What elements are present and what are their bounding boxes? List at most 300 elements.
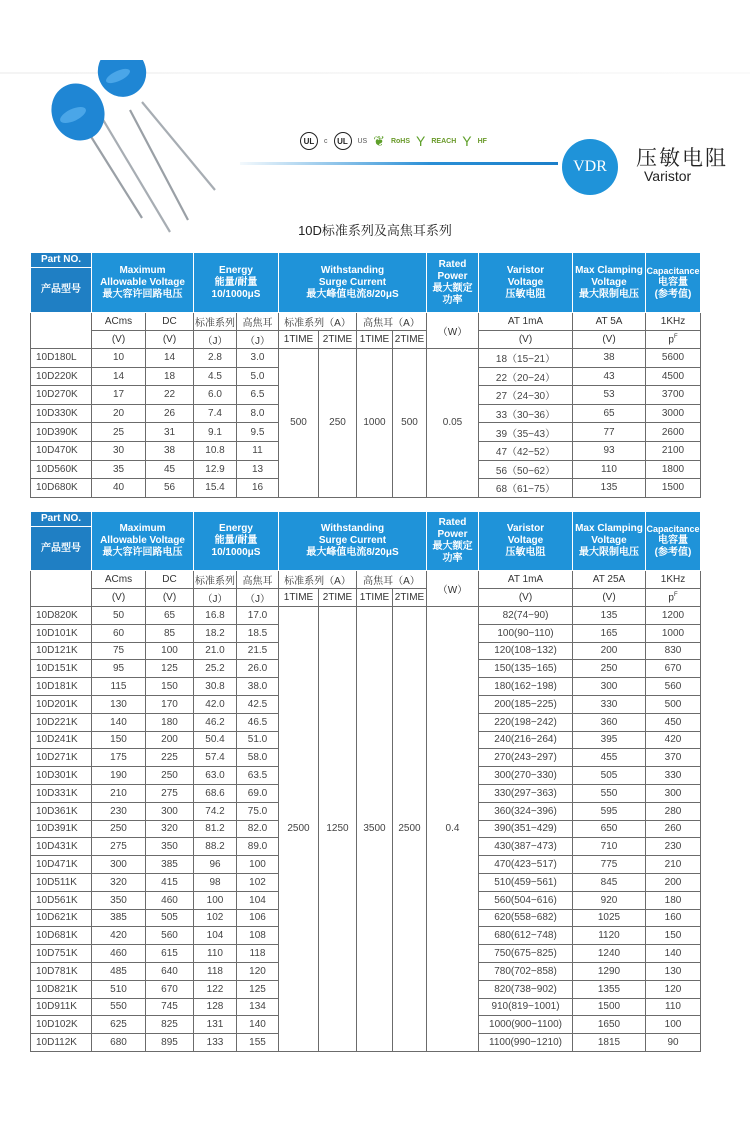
energy-std-cell: 122 [194,980,237,998]
clamping-voltage-cell: 200 [573,642,646,660]
energy-std-cell: 7.4 [194,404,237,423]
clamp-at-label: AT 5A [573,313,646,331]
part-number-cell: 10D151K [31,660,92,678]
part-number-cell: 10D221K [31,713,92,731]
ul-logo: UL [300,132,318,150]
capacitance-cell: 2600 [646,423,701,442]
dc-voltage-cell: 745 [146,998,194,1016]
pf-unit: $p^F$ [646,589,701,607]
clamping-voltage-cell: 43 [573,367,646,386]
part-no-cn-header: 产品型号 [31,527,92,571]
clamping-voltage-cell: 93 [573,441,646,460]
clamping-voltage-cell: 395 [573,731,646,749]
varistor-voltage-cell: 780(702−858) [479,962,573,980]
part-number-cell: 10D680K [31,479,92,498]
ac-voltage-cell: 680 [92,1034,146,1052]
varistor-product-image [30,60,230,240]
dc-voltage-cell: 38 [146,441,194,460]
ac-voltage-cell: 190 [92,767,146,785]
dc-voltage-cell: 300 [146,802,194,820]
capacitance-cell: 260 [646,820,701,838]
ac-voltage-cell: 510 [92,980,146,998]
energy-high-joule-cell: 89.0 [237,838,279,856]
energy-high-joule-cell: 46.5 [237,713,279,731]
capacitance-header: Capacitance 电容量 (参考值) [646,253,701,313]
surge-hj-1time-cell: 1000 [357,349,393,498]
energy-std-cell: 2.8 [194,349,237,368]
capacitance-cell: 3000 [646,404,701,423]
dc-voltage-cell: 225 [146,749,194,767]
std-series-label: 标准系列 [194,571,237,589]
energy-header: Energy 能量/耐量 10/1000μS [194,253,279,313]
max-voltage-header: Maximum Allowable Voltage 最大容许回路电压 [92,512,194,571]
energy-high-joule-cell: 16 [237,479,279,498]
dc-voltage-cell: 56 [146,479,194,498]
energy-std-cell: 100 [194,891,237,909]
clamping-voltage-cell: 110 [573,460,646,479]
energy-high-joule-cell: 102 [237,873,279,891]
capacitance-cell: 110 [646,998,701,1016]
clamping-voltage-cell: 920 [573,891,646,909]
energy-std-cell: 102 [194,909,237,927]
part-number-cell: 10D820K [31,607,92,625]
dc-voltage-cell: 125 [146,660,194,678]
energy-std-cell: 10.8 [194,441,237,460]
capacitance-cell: 560 [646,678,701,696]
energy-std-cell: 57.4 [194,749,237,767]
clamping-voltage-cell: 360 [573,713,646,731]
dc-voltage-cell: 45 [146,460,194,479]
energy-high-joule-cell: 6.5 [237,386,279,405]
energy-high-joule-cell: 8.0 [237,404,279,423]
two-time-label: 2TIME [319,331,357,349]
one-time-label: 1TIME [357,331,393,349]
part-number-cell: 10D361K [31,802,92,820]
energy-std-cell: 74.2 [194,802,237,820]
dc-voltage-cell: 895 [146,1034,194,1052]
clamping-voltage-cell: 650 [573,820,646,838]
high-joule-a-label: 高焦耳（A） [357,571,427,589]
energy-std-cell: 30.8 [194,678,237,696]
spec-table-standard [30,252,701,498]
clamp-at-label: AT 25A [573,571,646,589]
clamping-voltage-cell: 1650 [573,1016,646,1034]
part-no-header: Part NO. [31,512,92,527]
max-voltage-header: Maximum Allowable Voltage 最大容许回路电压 [92,253,194,313]
series-title: 10D标准系列及高焦耳系列 [298,223,452,238]
ac-voltage-cell: 550 [92,998,146,1016]
ac-voltage-cell: 300 [92,856,146,874]
dc-voltage-cell: 415 [146,873,194,891]
v-unit: (V) [92,331,146,349]
energy-high-joule-cell: 106 [237,909,279,927]
ac-voltage-cell: 350 [92,891,146,909]
part-number-cell: 10D101K [31,624,92,642]
part-number-cell: 10D751K [31,945,92,963]
clamping-voltage-cell: 1290 [573,962,646,980]
part-number-cell: 10D390K [31,423,92,442]
energy-std-cell: 21.0 [194,642,237,660]
varistor-voltage-header: Varistor Voltage 压敏电阻 [479,253,573,313]
vdr-badge: VDR [562,139,618,195]
w-unit-label: （W） [427,571,479,607]
capacitance-cell: 450 [646,713,701,731]
clamping-voltage-cell: 65 [573,404,646,423]
dc-voltage-cell: 560 [146,927,194,945]
hf-sprout-icon: Y [462,133,472,149]
energy-high-joule-cell: 9.5 [237,423,279,442]
varistor-voltage-cell: 750(675−825) [479,945,573,963]
std-series-a-label: 标准系列（A） [279,571,357,589]
product-name-en: Varistor [644,168,692,184]
ac-voltage-cell: 75 [92,642,146,660]
energy-std-cell: 131 [194,1016,237,1034]
clamping-voltage-cell: 53 [573,386,646,405]
v-unit: (V) [146,331,194,349]
ac-voltage-cell: 17 [92,386,146,405]
varistor-voltage-cell: 33（30−36） [479,404,573,423]
part-number-cell: 10D561K [31,891,92,909]
cul-us-label: US [357,137,368,145]
clamping-voltage-cell: 135 [573,607,646,625]
energy-high-joule-cell: 13 [237,460,279,479]
dc-voltage-cell: 18 [146,367,194,386]
dc-voltage-cell: 275 [146,784,194,802]
capacitance-cell: 180 [646,891,701,909]
ac-voltage-cell: 50 [92,607,146,625]
table-row [31,349,701,368]
one-time-label: 1TIME [279,589,319,607]
energy-high-joule-cell: 120 [237,962,279,980]
v-unit: (V) [146,589,194,607]
dc-voltage-cell: 22 [146,386,194,405]
energy-std-cell: 42.0 [194,695,237,713]
ac-voltage-cell: 14 [92,367,146,386]
surge-header: Withstanding Surge Current 最大峰值电流8/20μS [279,512,427,571]
rated-power-cell: 0.05 [427,349,479,498]
ac-voltage-cell: 60 [92,624,146,642]
capacitance-cell: 2100 [646,441,701,460]
energy-high-joule-cell: 140 [237,1016,279,1034]
varistor-voltage-cell: 360(324−396) [479,802,573,820]
clamping-voltage-cell: 1815 [573,1034,646,1052]
varistor-voltage-cell: 820(738−902) [479,980,573,998]
energy-std-cell: 4.5 [194,367,237,386]
clamping-voltage-cell: 300 [573,678,646,696]
part-number-cell: 10D181K [31,678,92,696]
v-unit: (V) [479,331,573,349]
energy-high-joule-cell: 58.0 [237,749,279,767]
capacitance-cell: 1800 [646,460,701,479]
capacitance-cell: 670 [646,660,701,678]
energy-std-cell: 50.4 [194,731,237,749]
dc-voltage-cell: 250 [146,767,194,785]
varistor-voltage-cell: 150(135−165) [479,660,573,678]
varistor-voltage-cell: 56（50−62） [479,460,573,479]
rohs-leaf-icon: ❦ [373,132,385,149]
varistor-voltage-header: Varistor Voltage 压敏电阻 [479,512,573,571]
ac-voltage-cell: 175 [92,749,146,767]
energy-high-joule-cell: 104 [237,891,279,909]
part-number-cell: 10D511K [31,873,92,891]
clamping-voltage-cell: 330 [573,695,646,713]
high-joule-label: 高焦耳 [237,313,279,331]
one-time-label: 1TIME [279,331,319,349]
varistor-voltage-cell: 1000(900−1100) [479,1016,573,1034]
capacitance-cell: 5600 [646,349,701,368]
capacitance-cell: 1500 [646,479,701,498]
surge-std-2time-cell: 1250 [319,607,357,1052]
ac-voltage-cell: 30 [92,441,146,460]
energy-high-joule-cell: 21.5 [237,642,279,660]
dc-voltage-cell: 14 [146,349,194,368]
energy-std-cell: 68.6 [194,784,237,802]
part-number-cell: 10D681K [31,927,92,945]
varistor-voltage-cell: 270(243−297) [479,749,573,767]
ac-voltage-cell: 420 [92,927,146,945]
clamping-voltage-cell: 38 [573,349,646,368]
dc-voltage-cell: 640 [146,962,194,980]
energy-high-joule-cell: 63.5 [237,767,279,785]
certification-logos [300,128,487,154]
dc-voltage-cell: 200 [146,731,194,749]
capacitance-cell: 1200 [646,607,701,625]
varistor-voltage-cell: 560(504−616) [479,891,573,909]
energy-high-joule-cell: 125 [237,980,279,998]
part-no-blank [31,313,92,349]
dc-voltage-cell: 350 [146,838,194,856]
energy-std-cell: 9.1 [194,423,237,442]
capacitance-cell: 830 [646,642,701,660]
clamping-voltage-cell: 135 [573,479,646,498]
part-number-cell: 10D391K [31,820,92,838]
ac-voltage-cell: 320 [92,873,146,891]
rated-power-header: Rated Power 最大额定 功率 [427,253,479,313]
energy-high-joule-cell: 118 [237,945,279,963]
cul-c-label: c [324,137,328,145]
clamping-voltage-cell: 77 [573,423,646,442]
v-unit: (V) [92,589,146,607]
varistor-voltage-cell: 1100(990−1210) [479,1034,573,1052]
part-number-cell: 10D431K [31,838,92,856]
energy-high-joule-cell: 82.0 [237,820,279,838]
energy-std-cell: 88.2 [194,838,237,856]
varistor-voltage-cell: 390(351−429) [479,820,573,838]
part-number-cell: 10D560K [31,460,92,479]
capacitance-cell: 500 [646,695,701,713]
dc-voltage-cell: 670 [146,980,194,998]
capacitance-cell: 160 [646,909,701,927]
capacitance-cell: 150 [646,927,701,945]
ac-voltage-cell: 20 [92,404,146,423]
dc-voltage-cell: 26 [146,404,194,423]
rated-power-cell: 0.4 [427,607,479,1052]
energy-high-joule-cell: 42.5 [237,695,279,713]
two-time-label: 2TIME [393,589,427,607]
dc-voltage-cell: 385 [146,856,194,874]
divider-line [240,162,558,165]
part-number-cell: 10D911K [31,998,92,1016]
clamping-voltage-cell: 455 [573,749,646,767]
energy-std-cell: 18.2 [194,624,237,642]
v-unit: (V) [573,589,646,607]
j-unit: （J） [194,589,237,607]
clamping-voltage-cell: 165 [573,624,646,642]
two-time-label: 2TIME [393,331,427,349]
capacitance-cell: 90 [646,1034,701,1052]
one-time-label: 1TIME [357,589,393,607]
dc-voltage-cell: 505 [146,909,194,927]
ac-voltage-cell: 35 [92,460,146,479]
part-number-cell: 10D470K [31,441,92,460]
capacitance-header: Capacitance 电容量 (参考值) [646,512,701,571]
capacitance-cell: 280 [646,802,701,820]
energy-high-joule-cell: 38.0 [237,678,279,696]
varistor-voltage-cell: 47（42−52） [479,441,573,460]
varistor-voltage-cell: 200(185−225) [479,695,573,713]
energy-std-cell: 12.9 [194,460,237,479]
clamping-voltage-cell: 1120 [573,927,646,945]
part-number-cell: 10D201K [31,695,92,713]
clamping-header: Max Clamping Voltage 最大限制电压 [573,253,646,313]
varistor-voltage-cell: 510(459−561) [479,873,573,891]
pf-unit: $p^F$ [646,331,701,349]
ac-voltage-cell: 250 [92,820,146,838]
part-no-header: Part NO. [31,253,92,268]
part-number-cell: 10D821K [31,980,92,998]
varistor-voltage-cell: 18（15−21） [479,349,573,368]
dc-voltage-cell: 85 [146,624,194,642]
high-joule-label: 高焦耳 [237,571,279,589]
clamping-voltage-cell: 595 [573,802,646,820]
clamping-voltage-cell: 775 [573,856,646,874]
energy-std-cell: 110 [194,945,237,963]
acms-label: ACms [92,571,146,589]
part-number-cell: 10D330K [31,404,92,423]
part-number-cell: 10D301K [31,767,92,785]
surge-std-1time-cell: 500 [279,349,319,498]
part-number-cell: 10D112K [31,1034,92,1052]
ac-voltage-cell: 115 [92,678,146,696]
energy-high-joule-cell: 26.0 [237,660,279,678]
clamping-voltage-cell: 710 [573,838,646,856]
dc-voltage-cell: 170 [146,695,194,713]
ac-voltage-cell: 40 [92,479,146,498]
capacitance-cell: 3700 [646,386,701,405]
dc-voltage-cell: 320 [146,820,194,838]
energy-std-cell: 6.0 [194,386,237,405]
spec-table-high-joule [30,511,701,1052]
dc-label: DC [146,571,194,589]
capacitance-cell: 330 [646,767,701,785]
surge-header: Withstanding Surge Current 最大峰值电流8/20μS [279,253,427,313]
clamping-voltage-cell: 1240 [573,945,646,963]
capacitance-cell: 4500 [646,367,701,386]
two-time-label: 2TIME [319,589,357,607]
energy-std-cell: 81.2 [194,820,237,838]
part-number-cell: 10D121K [31,642,92,660]
at-1ma-label: AT 1mA [479,571,573,589]
part-no-cn-header: 产品型号 [31,268,92,313]
energy-high-joule-cell: 51.0 [237,731,279,749]
energy-header: Energy 能量/耐量 10/1000μS [194,512,279,571]
energy-high-joule-cell: 75.0 [237,802,279,820]
varistor-voltage-cell: 68（61−75） [479,479,573,498]
varistor-voltage-cell: 470(423−517) [479,856,573,874]
dc-voltage-cell: 65 [146,607,194,625]
clamping-voltage-cell: 1355 [573,980,646,998]
energy-high-joule-cell: 11 [237,441,279,460]
ac-voltage-cell: 140 [92,713,146,731]
khz-label: 1KHz [646,571,701,589]
dc-voltage-cell: 150 [146,678,194,696]
energy-std-cell: 104 [194,927,237,945]
varistor-voltage-cell: 100(90−110) [479,624,573,642]
j-unit: （J） [237,589,279,607]
dc-voltage-cell: 100 [146,642,194,660]
v-unit: (V) [479,589,573,607]
clamping-voltage-cell: 1025 [573,909,646,927]
varistor-voltage-cell: 430(387−473) [479,838,573,856]
ac-voltage-cell: 625 [92,1016,146,1034]
varistor-voltage-cell: 330(297−363) [479,784,573,802]
capacitance-cell: 300 [646,784,701,802]
varistor-voltage-cell: 180(162−198) [479,678,573,696]
energy-high-joule-cell: 100 [237,856,279,874]
capacitance-cell: 130 [646,962,701,980]
varistor-voltage-cell: 82(74−90) [479,607,573,625]
energy-std-cell: 118 [194,962,237,980]
capacitance-cell: 100 [646,1016,701,1034]
varistor-voltage-cell: 220(198−242) [479,713,573,731]
hero-banner [0,0,750,240]
varistor-voltage-cell: 120(108−132) [479,642,573,660]
hf-label: HF [477,137,487,145]
capacitance-cell: 420 [646,731,701,749]
clamping-voltage-cell: 1500 [573,998,646,1016]
ac-voltage-cell: 210 [92,784,146,802]
w-unit-label: （W） [427,313,479,349]
varistor-voltage-cell: 22（20−24） [479,367,573,386]
dc-voltage-cell: 825 [146,1016,194,1034]
part-number-cell: 10D271K [31,749,92,767]
clamping-voltage-cell: 505 [573,767,646,785]
khz-label: 1KHz [646,313,701,331]
part-number-cell: 10D621K [31,909,92,927]
capacitance-cell: 210 [646,856,701,874]
energy-std-cell: 16.8 [194,607,237,625]
ac-voltage-cell: 230 [92,802,146,820]
product-name-cn: 压敏电阻 [636,147,728,170]
part-no-blank [31,571,92,607]
ac-voltage-cell: 10 [92,349,146,368]
ac-voltage-cell: 130 [92,695,146,713]
part-number-cell: 10D102K [31,1016,92,1034]
varistor-voltage-cell: 910(819−1001) [479,998,573,1016]
rohs-label: RoHS [390,137,411,145]
energy-std-cell: 133 [194,1034,237,1052]
energy-high-joule-cell: 155 [237,1034,279,1052]
cul-logo: UL [334,132,352,150]
energy-std-cell: 98 [194,873,237,891]
clamping-voltage-cell: 550 [573,784,646,802]
std-series-label: 标准系列 [194,313,237,331]
part-number-cell: 10D270K [31,386,92,405]
varistor-voltage-cell: 680(612−748) [479,927,573,945]
ac-voltage-cell: 485 [92,962,146,980]
capacitance-cell: 1000 [646,624,701,642]
capacitance-cell: 120 [646,980,701,998]
